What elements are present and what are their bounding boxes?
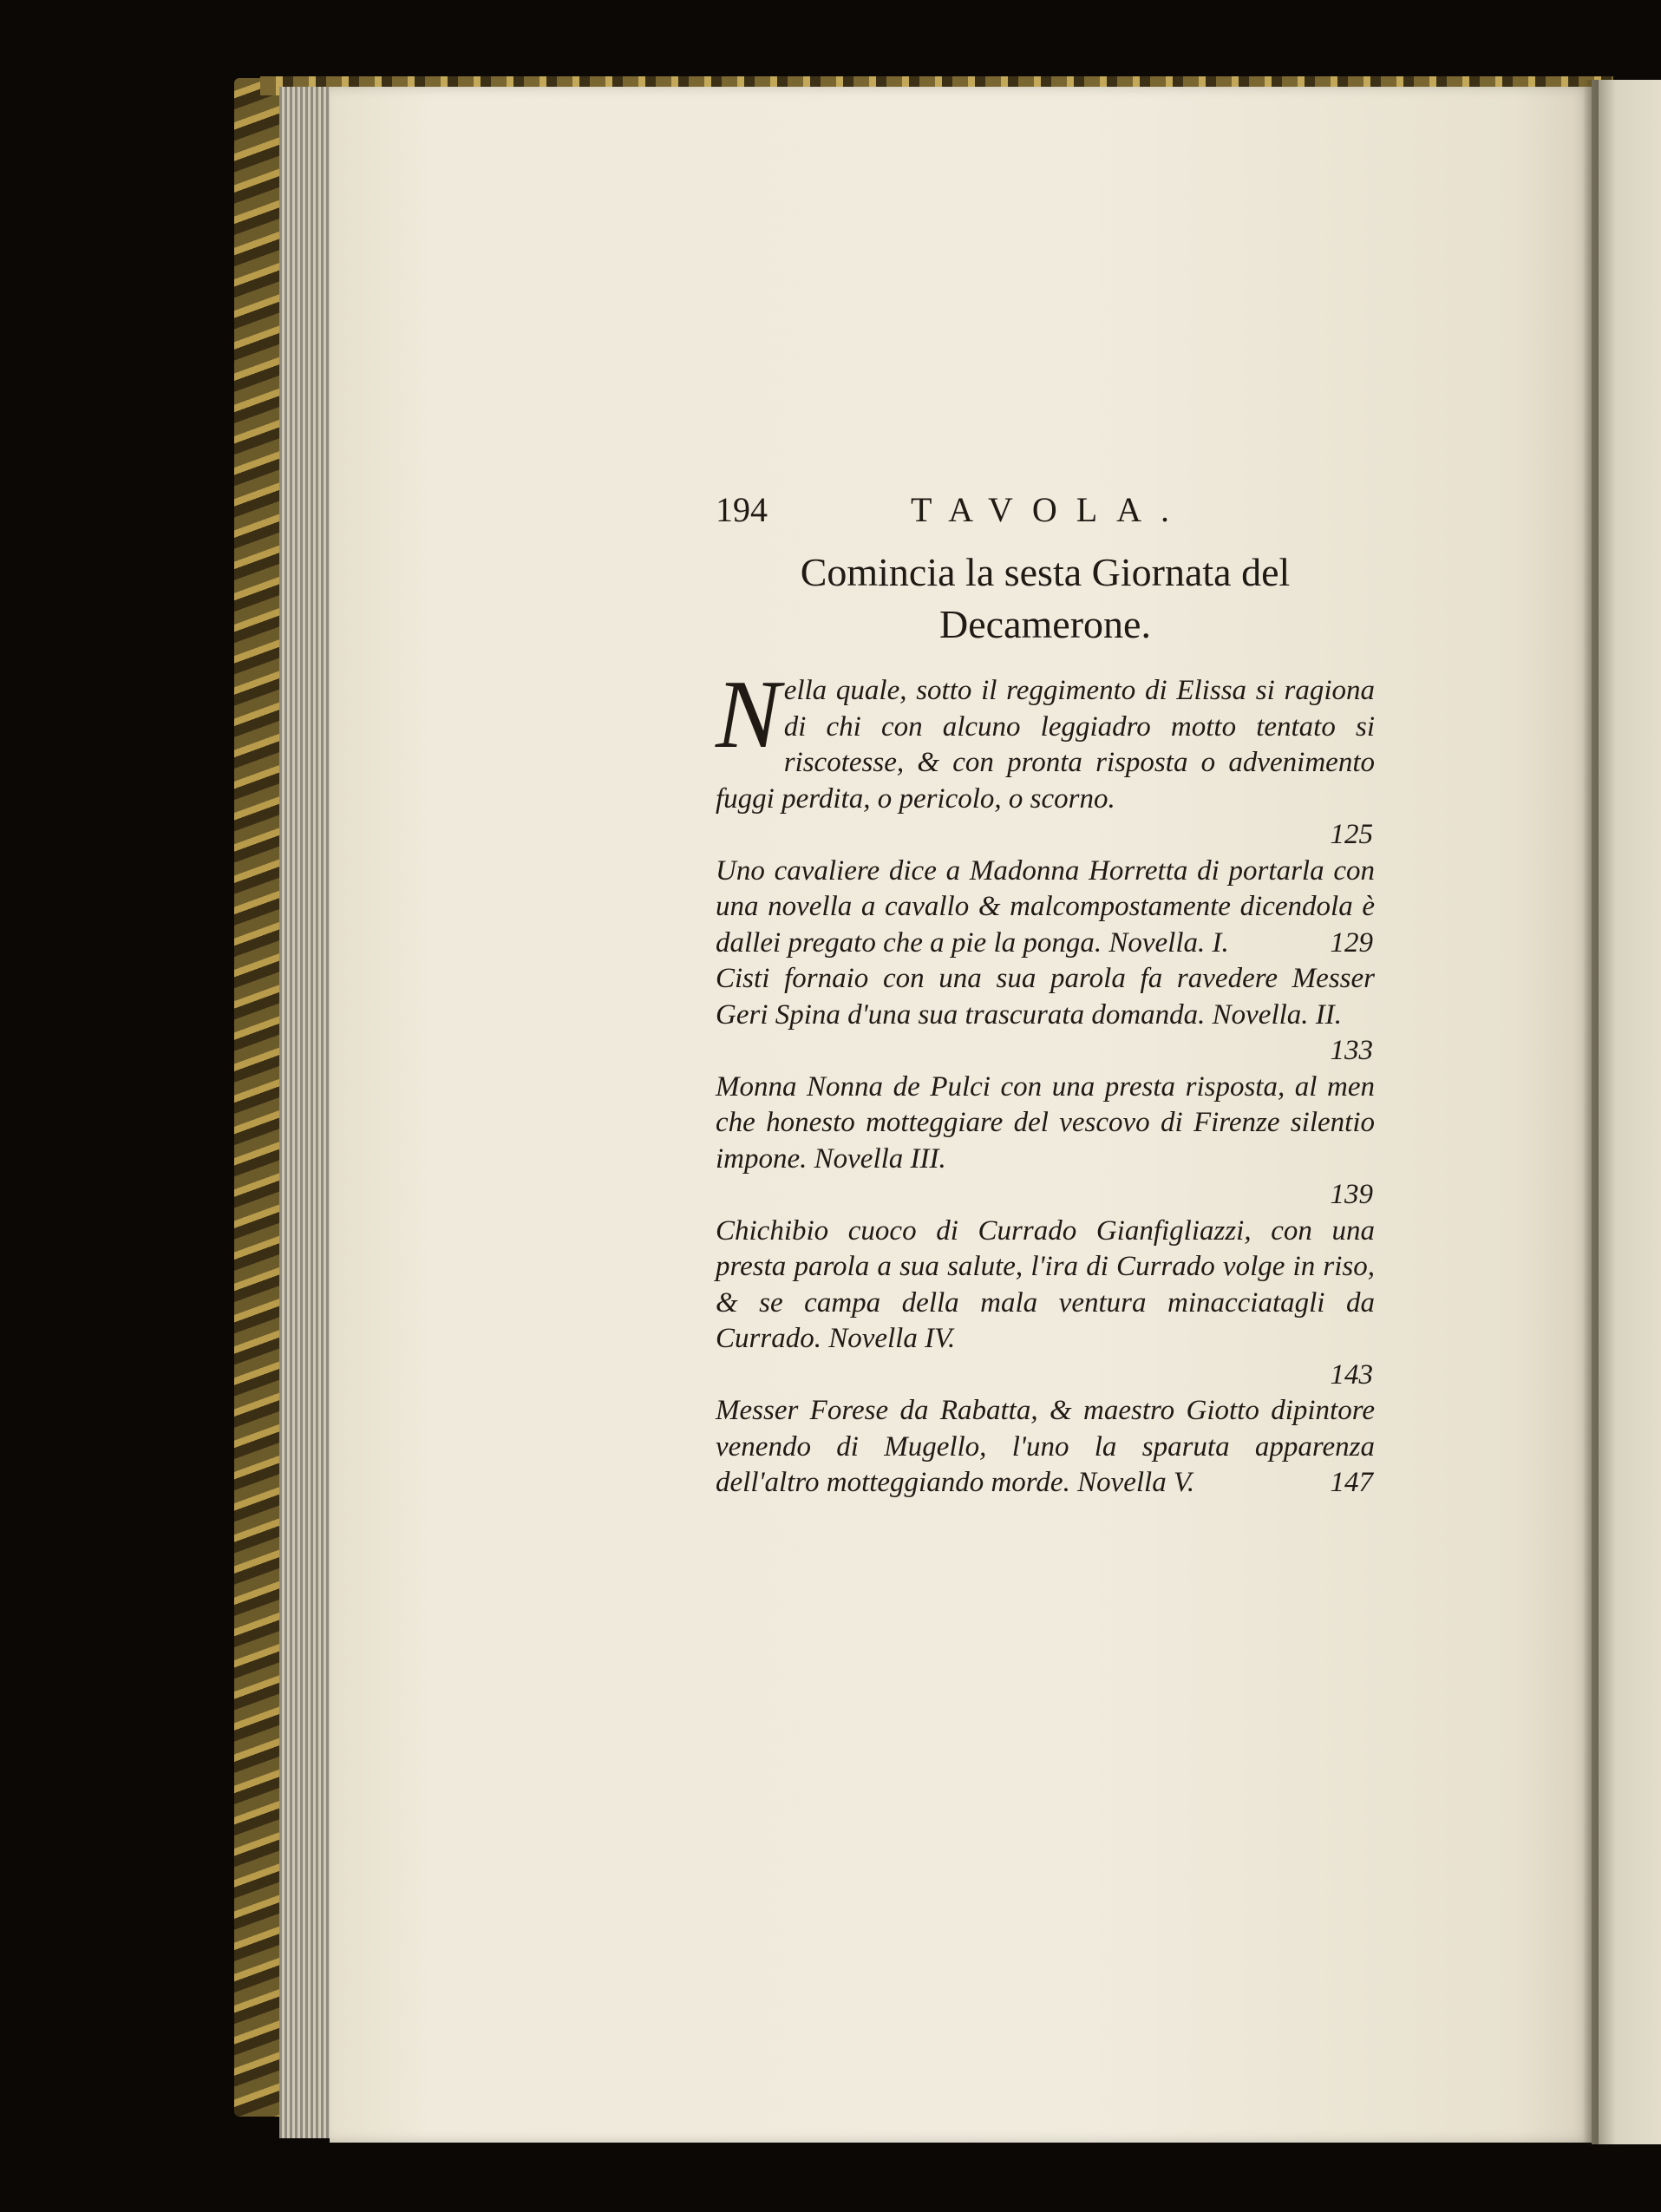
entry-text: Monna Nonna de Pulci con una presta risposta, al men che honesto motteggiare del vescovo di Firenze silentio impone. Novella III. [716, 1070, 1375, 1175]
entry-text: Chichibio cuoco di Currado Gianfigliazzi, con una presta parola a sua salute, l'ira di Currado volge in riso, & se campa della mala ventura minacciatagli da Currado. Novella IV. [716, 1214, 1375, 1354]
toc-entry-2 [716, 961, 1375, 1070]
entry-page-ref: 147 [1330, 1467, 1373, 1498]
entry-page-ref: 129 [1330, 926, 1373, 959]
intro-page-ref: 125 [1330, 819, 1373, 850]
gutter-shadow [1583, 80, 1599, 2144]
entry-text: Uno cavaliere dice a Madonna Horretta di portarla con una novella a cavallo & malcompostamente dicendola è dallei pregato che a pie la ponga. Novella. I. [716, 854, 1375, 959]
section-heading [716, 546, 1375, 651]
running-title: TAVOLA. [911, 490, 1189, 529]
heading-line-2: Decamerone. [939, 602, 1151, 646]
facing-page-edge [1592, 80, 1661, 2144]
entry-page-ref: 139 [1330, 1179, 1373, 1210]
entry-text: Cisti fornaio con una sua parola fa ravedere Messer Geri Spina d'una sua trascurata domanda. Novella. II. [716, 963, 1375, 1031]
toc-entry-4 [716, 1214, 1375, 1394]
entry-page-ref: 133 [1330, 1035, 1373, 1066]
drop-cap: N [716, 661, 781, 769]
page-text [716, 486, 1375, 1502]
book-binding [234, 78, 286, 2117]
entry-page-ref: 143 [1330, 1358, 1373, 1391]
page-edges [279, 87, 331, 2138]
toc-entry-3 [716, 1070, 1375, 1214]
intro-paragraph [716, 661, 1375, 854]
toc-entry-5 [716, 1393, 1375, 1502]
page-number: 194 [716, 490, 768, 529]
entry-text: Messer Forese da Rabatta, & maestro Giotto dipintore venendo di Mugello, l'uno la sparuta apparenza dell'altro motteggiando morde. Novella V. [716, 1395, 1375, 1498]
toc-entry-1 [716, 854, 1375, 962]
intro-text: ella quale, sotto il reggimento di Elissa si ragiona di chi con alcuno leggiadro motto tentato si riscotesse, & con pronta risposta o advenimento fuggi perdita, o pericolo, o scorno. [716, 675, 1375, 815]
running-head [716, 486, 1375, 538]
heading-line-1: Comincia la sesta Giornata del [800, 550, 1291, 594]
